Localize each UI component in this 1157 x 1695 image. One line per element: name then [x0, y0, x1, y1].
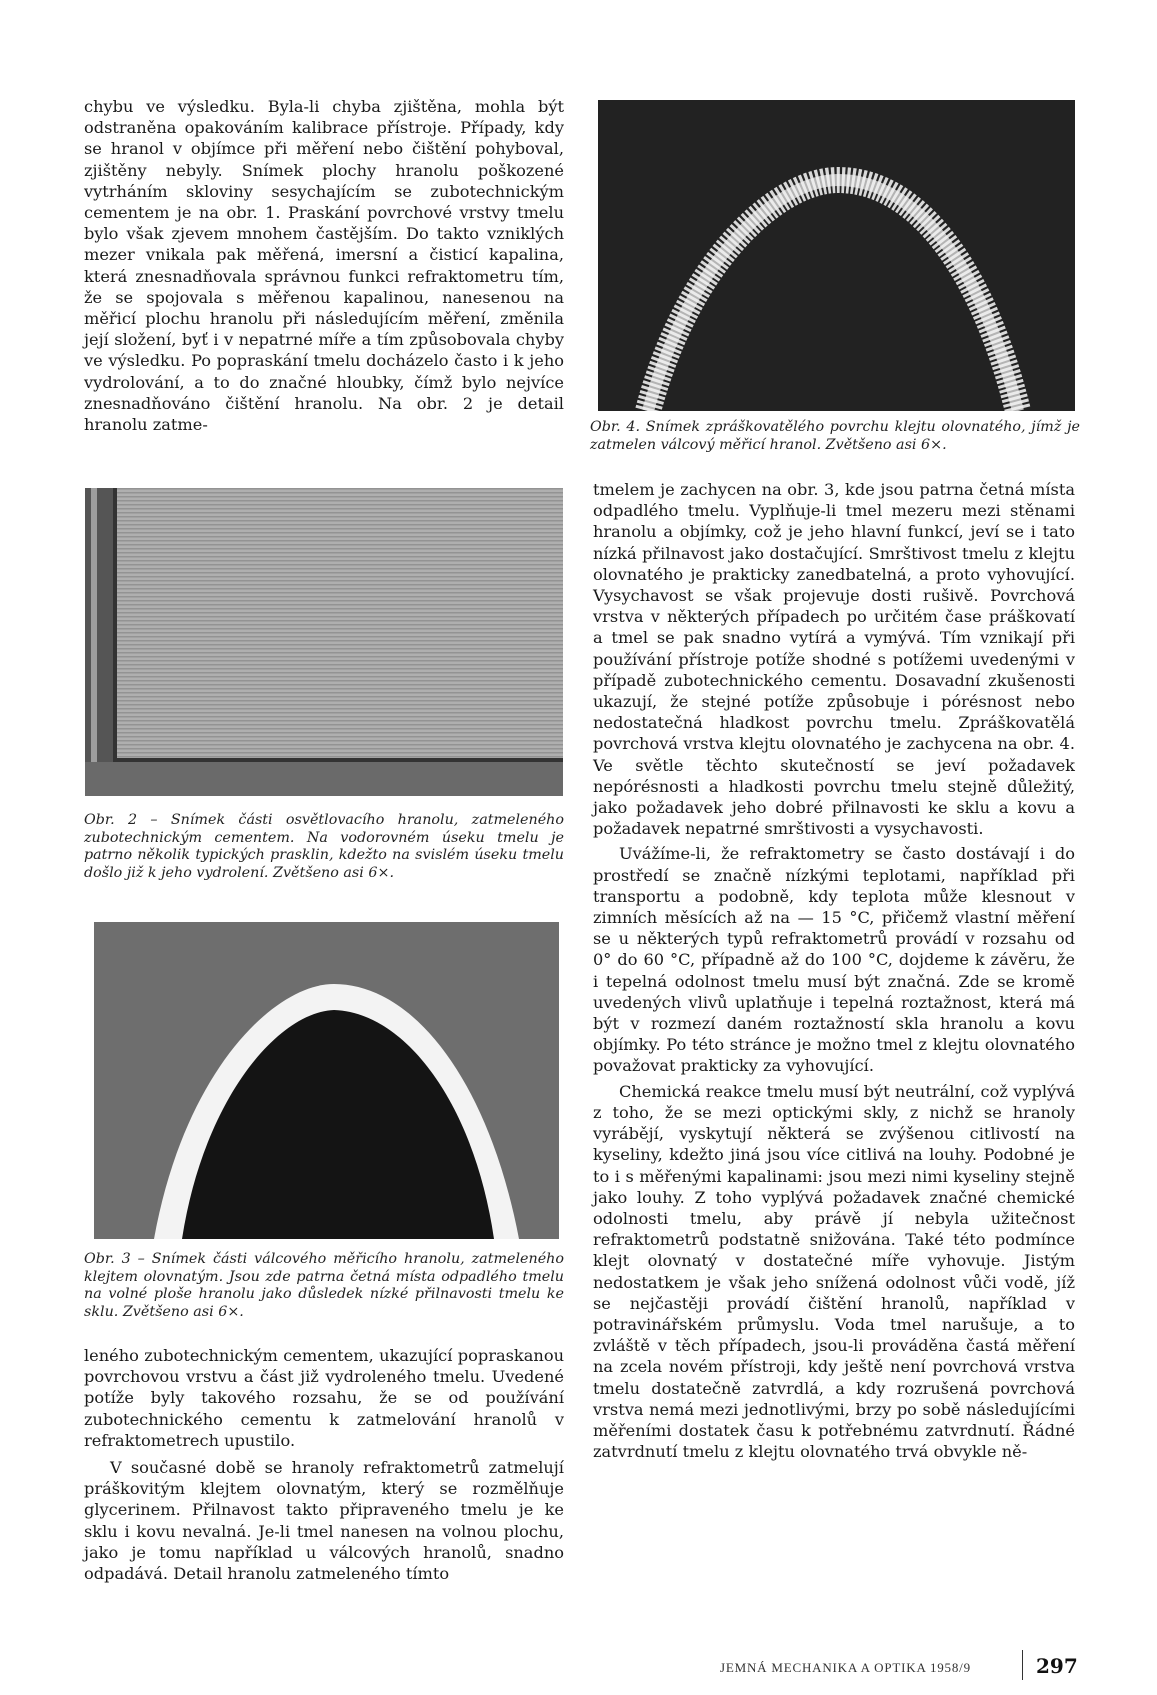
paragraph: Chemická reakce tmelu musí být neutrální, což vyplývá z toho, že se mezi optickými skly, z nichž se hranoly vyrábějí, vyskytují některá se zvýšenou citlivostí na kyseliny, kdežto jiná jsou více citlivá na louhy. Podobné je to i s měřenými kapalinami: jsou mezi nimi kyseliny stejně jako louhy. Z toho vyplývá požadavek značné chemické odolnosti tmelu, aby právě jí nebyla užitečnost refraktometrů podstatně snižována. Také této podmínce klejt olovnatý v dostatečné míře vyhovuje. Jistým nedostatkem je však jeho snížená odolnost vůči vodě, jíž se nejčastěji provádí čištění hranolů, například v potravinářském průmyslu. Voda tmel narušuje, a to zvláště v těch případech, jsou-li prováděna častá měření na zcela novém přístroji, kdy ještě není povrchová vrstva tmelu dostatečně zatvrdlá, a kdy rozrušená povrchová vrstva nemá mezi jednotlivými, brzy po sobě následujícími měřeními dostatek času k potřebnému zatvrdnutí. Řádné zatvrdnutí tmelu z klejtu olovnatého trvá obvykle ně- — [593, 1081, 1075, 1462]
caption-text: Obr. 2 – Snímek části osvětlovacího hranolu, zatmeleného zubotechnickým cementem. Na vodorovném úseku tmelu je patrno několik typických prasklin, kdežto na svislém úseku tmelu došlo již k jeho vydrolení. Zvětšeno asi 6×. — [84, 812, 564, 881]
figure-3-caption — [84, 1251, 564, 1321]
paragraph: leného zubotechnickým cementem, ukazující popraskanou povrchovou vrstvu a část již vydroleného tmelu. Uvedené potíže byly takového rozsahu, že se od používání zubotechnického cementu k zatmelování hranolů v refraktometrech upustilo. — [84, 1346, 564, 1450]
left-column-top-text — [84, 96, 564, 435]
right-column-text — [593, 479, 1075, 1462]
figure-2-caption — [84, 812, 564, 882]
figure-2-photo — [85, 488, 563, 796]
figure-3-photo — [94, 922, 559, 1239]
journal-title: JEMNÁ MECHANIKA A OPTIKA 1958/9 — [720, 1660, 971, 1675]
page-number: 297 — [1036, 1654, 1078, 1678]
figure-4-caption — [590, 419, 1080, 454]
paragraph: Uvážíme-li, že refraktometry se často dostávají i do prostředí se značně nízkými teplotami, například při transportu a podobně, kdy teplota může klesnout v zimních měsících až na — 15 °C, přičemž vlastní měření se u některých typů refraktometrů provádí v rozsahu od 0° do 60 °C, případně až do 100 °C, dojdeme k závěru, že i tepelná odolnost tmelu musí být značná. Zde se kromě uvedených vlivů uplatňuje i tepelná roztažnost, která má být v rozmezí daném roztažností skla hranolu a kovu objímky. Po této stránce je možno tmel z klejtu olovnatého považovat prakticky za vyhovující. — [593, 844, 1075, 1076]
caption-text: Obr. 3 – Snímek části válcového měřicího hranolu, zatmeleného klejtem olovnatým. Jsou zde patrna četná místa odpadlého tmelu na volné ploše hranolu jako důsledek nízké přilnavosti tmelu ke sklu. Zvětšeno asi 6×. — [84, 1251, 564, 1320]
paragraph: tmelem je zachycen na obr. 3, kde jsou patrna četná místa odpadlého tmelu. Vyplňuje-li tmel mezeru mezi stěnami hranolu a objímky, což je jeho hlavní funkcí, jeví se i tato nízká přilnavost jako dostačující. Smrštivost tmelu z klejtu olovnatého je prakticky zanedbatelná, a proto vyhovující. Vysychavost se však projevuje dosti rušivě. Povrchová vrstva v některých případech po určitém čase práškovatí a tmel se pak snadno vytírá a vymývá. Tím vznikají při používání přístroje potíže shodné s potížemi uvedenými v případě zubotechnického cementu. Dosavadní zkušenosti ukazují, že stejné potíže způsobuje i pórésnost nebo nedostatečná hladkost povrchu tmelu. Zpráškovatělá povrchová vrstva klejtu olovnatého je zachycena na obr. 4. Ve světle těchto skutečností se jeví požadavek nepórésnosti a hladkosti povrchu tmelu stejně důležitý, jako požadavek jeho dobré přilnavosti ke sklu a kovu a požadavek nepatrné smrštivosti a vysychavosti. — [593, 480, 1075, 839]
figure-4-photo — [598, 100, 1075, 411]
caption-text: Obr. 4. Snímek zpráškovatělého povrchu klejtu olovnatého, jímž je zatmelen válcový měřicí hranol. Zvětšeno asi 6×. — [590, 419, 1080, 453]
paragraph: V současné době se hranoly refraktometrů zatmelují práškovitým klejtem olovnatým, který se rozmělňuje glycerinem. Přilnavost takto připraveného tmelu je ke sklu i kovu nevalná. Je-li tmel nanesen na volnou plochu, jako je tomu například u válcových hranolů, snadno odpadává. Detail hranolu zatmeleného tímto — [84, 1458, 564, 1584]
paragraph: chybu ve výsledku. Byla-li chyba zjištěna, mohla být odstraněna opakováním kalibrace přístroje. Případy, kdy se hranol v objímce při měření nebo čištění pohyboval, zjištěny nebyly. Snímek plochy hranolu poškozené vytrháním skloviny sesychajícím se zubotechnickým cementem je na obr. 1. Praskání povrchové vrstvy tmelu bylo však zjevem mnohem častějším. Do takto vzniklých mezer vnikala pak měřená, imersní a čisticí kapalina, která znesnadňovala správnou funkci refraktometru tím, že se spojovala s měřenou kapalinou, nanesenou na měřicí plochu hranolu při následujícím měření, změnila její složení, byť i v nepatrné míře a tím způsobovala chyby ve výsledku. Po popraskání tmelu docházelo často i k jeho vydrolování, a to do značné hloubky, čímž bylo nejvíce znesnadňováno čištění hranolu. Na obr. 2 je detail hranolu zatme- — [84, 97, 564, 435]
footer-divider — [1022, 1650, 1023, 1680]
left-column-bottom-text — [84, 1345, 564, 1584]
